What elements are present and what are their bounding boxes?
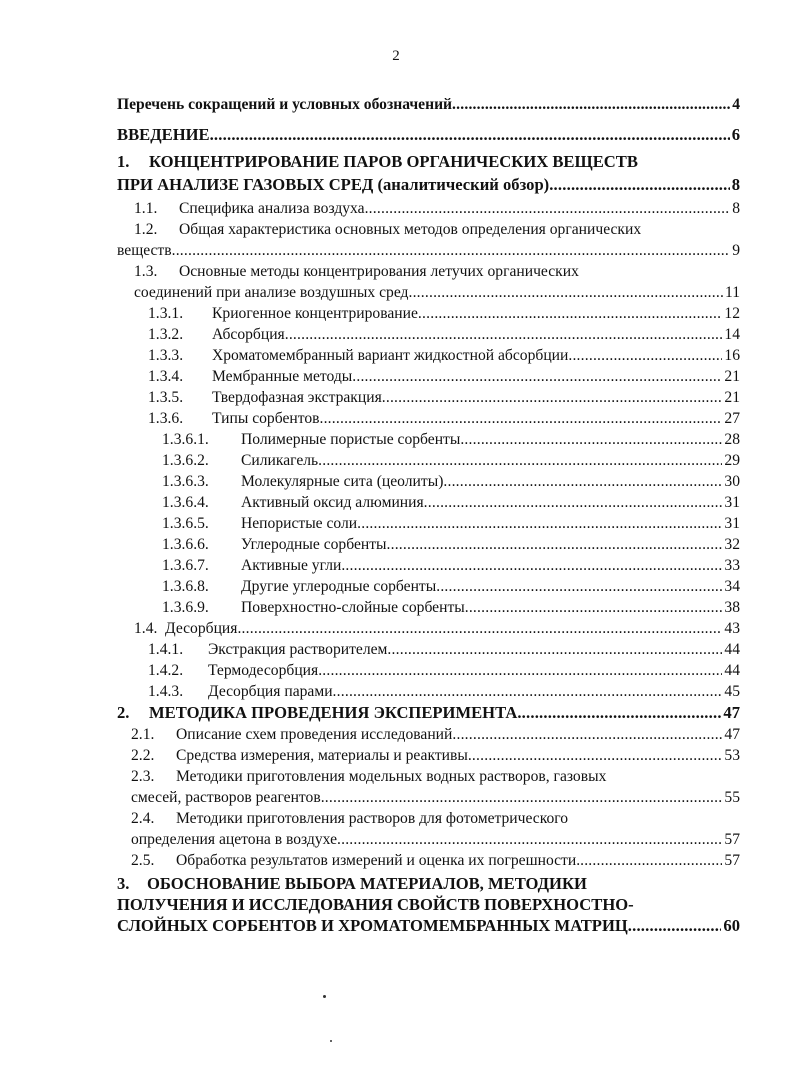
toc-entry-title: Абсорбция bbox=[212, 326, 285, 343]
page-number: 2 bbox=[392, 48, 400, 64]
toc-entry-number: 1.1. bbox=[134, 200, 158, 217]
toc-entry-title: Криогенное концентрирование bbox=[212, 305, 418, 322]
scan-speck bbox=[323, 995, 326, 998]
toc-page-number: 55 bbox=[724, 789, 740, 806]
toc-page-number: 16 bbox=[724, 347, 740, 364]
toc-page-number: 31 bbox=[724, 515, 740, 532]
toc-entry-1-3-5[interactable] bbox=[148, 388, 740, 408]
toc-entry-2-2[interactable] bbox=[131, 746, 740, 766]
toc-entry-title: Описание схем проведения исследований bbox=[176, 726, 453, 743]
toc-page-number: 47 bbox=[723, 703, 740, 722]
toc-entry-1-3-6-7[interactable] bbox=[162, 556, 740, 576]
toc-entry-1-3-2[interactable] bbox=[148, 325, 740, 345]
toc-entry-number: 1.3. bbox=[134, 263, 158, 280]
toc-page-number: 8 bbox=[732, 200, 740, 217]
toc-entry-1-3-4[interactable] bbox=[148, 367, 740, 387]
dot-leader bbox=[517, 703, 721, 723]
toc-entry-introduction[interactable] bbox=[117, 125, 740, 145]
toc-page-number: 34 bbox=[724, 578, 740, 595]
toc-entry-2-4-line-1[interactable] bbox=[131, 809, 568, 829]
toc-entry-number: 1.4. bbox=[134, 620, 158, 637]
toc-entry-title: ВВЕДЕНИЕ bbox=[117, 125, 210, 144]
toc-entry-number: 1.4.1. bbox=[148, 641, 184, 658]
toc-page-number: 44 bbox=[724, 662, 740, 679]
toc-entry-title: Общая характеристика основных методов определения органических bbox=[179, 221, 642, 238]
dot-leader bbox=[424, 493, 723, 513]
toc-entry-title: КОНЦЕНТРИРОВАНИЕ ПАРОВ ОРГАНИЧЕСКИХ ВЕЩЕСТВ bbox=[149, 152, 638, 171]
toc-entry-1-3-6-5[interactable] bbox=[162, 514, 740, 534]
dot-leader bbox=[580, 851, 722, 871]
toc-entry-1-3-6-8[interactable] bbox=[162, 577, 740, 597]
toc-page-number: 8 bbox=[731, 175, 740, 194]
toc-entry-number: 1. bbox=[117, 152, 130, 171]
toc-entry-title: Специфика анализа воздуха bbox=[179, 200, 365, 217]
dot-leader bbox=[172, 241, 731, 261]
dot-leader bbox=[568, 346, 722, 366]
dot-leader bbox=[408, 283, 723, 303]
toc-entry-1-3-6-2[interactable] bbox=[162, 451, 740, 471]
dot-leader bbox=[341, 556, 722, 576]
dot-leader bbox=[237, 619, 722, 639]
toc-entry-1-1[interactable] bbox=[134, 199, 740, 219]
toc-page-number: 57 bbox=[724, 831, 740, 848]
toc-page-number: 31 bbox=[724, 494, 740, 511]
toc-entry-title: Углеродные сорбенты bbox=[241, 536, 387, 553]
toc-page-number: 60 bbox=[723, 916, 740, 935]
toc-entry-1-4-3[interactable] bbox=[148, 682, 740, 702]
toc-entry-2-5[interactable] bbox=[131, 851, 740, 871]
toc-entry-number: 1.2. bbox=[134, 221, 158, 238]
toc-entry-1-4[interactable] bbox=[134, 619, 740, 639]
scan-speck bbox=[330, 1040, 332, 1042]
toc-entry-number: 1.3.5. bbox=[148, 389, 184, 406]
dot-leader bbox=[352, 367, 722, 387]
toc-entry-abbreviations[interactable] bbox=[117, 95, 740, 115]
toc-entry-title: Молекулярные сита (цеолиты) bbox=[241, 473, 444, 490]
toc-page-number: 6 bbox=[731, 125, 740, 144]
toc-entry-title: Экстракция растворителем bbox=[208, 641, 388, 658]
toc-entry-title: ОБОСНОВАНИЕ ВЫБОРА МАТЕРИАЛОВ, МЕТОДИКИ bbox=[147, 874, 587, 893]
dot-leader bbox=[628, 916, 722, 936]
toc-entry-number: 1.3.6.3. bbox=[162, 473, 209, 490]
toc-entry-number: 2.2. bbox=[131, 747, 155, 764]
toc-entry-title: МЕТОДИКА ПРОВЕДЕНИЯ ЭКСПЕРИМЕНТА bbox=[149, 703, 518, 722]
dot-leader bbox=[365, 199, 731, 219]
toc-entry-1-2-line-2[interactable] bbox=[117, 241, 740, 261]
dot-leader bbox=[465, 598, 723, 618]
toc-entry-title: Непористые соли bbox=[241, 515, 358, 532]
toc-entry-number: 1.3.6.6. bbox=[162, 536, 209, 553]
toc-entry-title: Мембранные методы bbox=[212, 368, 353, 385]
toc-entry-number: 1.3.6.7. bbox=[162, 557, 209, 574]
toc-entry-1-3-line-2[interactable] bbox=[134, 283, 740, 303]
toc-entry-1-3-6-9[interactable] bbox=[162, 598, 740, 618]
dot-leader bbox=[337, 830, 722, 850]
toc-chapter-3-title-line-1[interactable] bbox=[117, 874, 587, 894]
toc-entry-number: 1.4.3. bbox=[148, 683, 184, 700]
toc-entry-title: Термодесорбция bbox=[208, 662, 319, 679]
toc-entry-title: определения ацетона в воздухе bbox=[131, 831, 337, 848]
toc-entry-number: 2.4. bbox=[131, 810, 155, 827]
toc-entry-title: Хроматомембранный вариант жидкостной абсорбции bbox=[212, 347, 569, 364]
dot-leader bbox=[436, 577, 722, 597]
toc-entry-title: Типы сорбентов bbox=[212, 410, 320, 427]
toc-entry-number: 1.3.6.9. bbox=[162, 599, 209, 616]
dot-leader bbox=[318, 661, 722, 681]
toc-page-number: 11 bbox=[724, 284, 740, 301]
toc-entry-title: Полимерные пористые сорбенты bbox=[241, 431, 461, 448]
toc-page-number: 30 bbox=[724, 473, 740, 490]
toc-entry-title: Активный оксид алюминия bbox=[241, 494, 424, 511]
toc-entry-number: 2.1. bbox=[131, 726, 155, 743]
toc-entry-1-3-3[interactable] bbox=[148, 346, 740, 366]
toc-entry-1-3-6-1[interactable] bbox=[162, 430, 740, 450]
toc-entry-number: 1.3.6. bbox=[148, 410, 184, 427]
toc-entry-1-3-1[interactable] bbox=[148, 304, 740, 324]
dot-leader bbox=[210, 125, 730, 145]
toc-entry-title: Основные методы концентрирования летучих органических bbox=[179, 263, 579, 280]
dot-leader bbox=[443, 472, 722, 492]
toc-page-number: 21 bbox=[724, 389, 740, 406]
toc-entry-title: Твердофазная экстракция bbox=[212, 389, 382, 406]
toc-entry-number: 3. bbox=[117, 874, 130, 893]
toc-chapter-3-title-line-2[interactable] bbox=[117, 895, 634, 915]
toc-page-number: 33 bbox=[724, 557, 740, 574]
toc-entry-title: ПОЛУЧЕНИЯ И ИССЛЕДОВАНИЯ СВОЙСТВ ПОВЕРХНОСТНО- bbox=[117, 895, 634, 914]
toc-page-number: 47 bbox=[724, 726, 740, 743]
toc-page-number: 14 bbox=[724, 326, 740, 343]
dot-leader bbox=[549, 175, 730, 195]
toc-entry-1-3-6-3[interactable] bbox=[162, 472, 740, 492]
dot-leader bbox=[333, 682, 723, 702]
toc-page-number: 29 bbox=[724, 452, 740, 469]
dot-leader bbox=[387, 640, 722, 660]
toc-page-number: 12 bbox=[724, 305, 740, 322]
dot-leader bbox=[357, 514, 722, 534]
toc-page-number: 28 bbox=[724, 431, 740, 448]
toc-entry-1-3-line-1[interactable] bbox=[134, 262, 579, 282]
toc-chapter-1-title-line-1[interactable] bbox=[117, 152, 638, 172]
toc-page-number: 27 bbox=[724, 410, 740, 427]
dot-leader bbox=[452, 725, 722, 745]
toc-entry-title: Обработка результатов измерений и оценка их погрешности. bbox=[176, 852, 581, 869]
toc-entry-title: Методики приготовления растворов для фотометрического bbox=[176, 810, 569, 827]
toc-page-number: 44 bbox=[724, 641, 740, 658]
toc-entry-title: Десорбция bbox=[165, 620, 238, 637]
toc-entry-title: Перечень сокращений и условных обозначений bbox=[117, 96, 453, 113]
toc-entry-number: 1.3.6.1. bbox=[162, 431, 209, 448]
toc-page-number: 32 bbox=[724, 536, 740, 553]
toc-entry-2-1[interactable] bbox=[131, 725, 740, 745]
toc-entry-number: 1.3.6.8. bbox=[162, 578, 209, 595]
dot-leader bbox=[321, 788, 723, 808]
toc-entry-number: 1.3.3. bbox=[148, 347, 184, 364]
toc-entry-1-3-6-6[interactable] bbox=[162, 535, 740, 555]
toc-page-number: 21 bbox=[724, 368, 740, 385]
toc-entry-number: 1.3.6.4. bbox=[162, 494, 209, 511]
toc-entry-2-3-line-1[interactable] bbox=[131, 767, 606, 787]
toc-entry-title: веществ bbox=[117, 242, 172, 259]
toc-entry-title: Активные угли bbox=[241, 557, 342, 574]
dot-leader bbox=[468, 746, 723, 766]
dot-leader bbox=[452, 95, 730, 115]
toc-entry-number: 2.5. bbox=[131, 852, 155, 869]
toc-page-number: 43 bbox=[724, 620, 740, 637]
toc-entry-1-2-line-1[interactable] bbox=[134, 220, 641, 240]
toc-page-number: 53 bbox=[724, 747, 740, 764]
toc-entry-number: 1.4.2. bbox=[148, 662, 184, 679]
toc-entry-number: 1.3.2. bbox=[148, 326, 184, 343]
dot-leader bbox=[460, 430, 722, 450]
toc-chapter-2[interactable] bbox=[117, 703, 740, 723]
toc-entry-title: смесей, растворов реагентов bbox=[131, 789, 321, 806]
toc-chapter-3-title-line-3[interactable] bbox=[117, 916, 740, 936]
toc-entry-1-4-2[interactable] bbox=[148, 661, 740, 681]
toc-entry-number: 2.3. bbox=[131, 768, 155, 785]
dot-leader bbox=[318, 451, 722, 471]
toc-entry-number: 1.3.6.5. bbox=[162, 515, 209, 532]
toc-entry-1-3-6[interactable] bbox=[148, 409, 740, 429]
toc-entry-title: Средства измерения, материалы и реактивы bbox=[176, 747, 468, 764]
toc-entry-title: соединений при анализе воздушных сред bbox=[134, 284, 409, 301]
toc-page-number: 57 bbox=[724, 852, 740, 869]
dot-leader bbox=[319, 409, 722, 429]
toc-entry-2-4-line-2[interactable] bbox=[131, 830, 740, 850]
toc-entry-1-3-6-4[interactable] bbox=[162, 493, 740, 513]
toc-chapter-1-title-line-2[interactable] bbox=[117, 175, 740, 195]
dot-leader bbox=[418, 304, 722, 324]
toc-page-number: 4 bbox=[732, 96, 740, 113]
toc-entry-1-4-1[interactable] bbox=[148, 640, 740, 660]
toc-entry-title: Методики приготовления модельных водных растворов, газовых bbox=[176, 768, 607, 785]
toc-entry-title: Силикагель bbox=[241, 452, 319, 469]
toc-entry-title: Десорбция парами bbox=[208, 683, 333, 700]
toc-entry-title: Другие углеродные сорбенты bbox=[241, 578, 437, 595]
toc-entry-title: Поверхностно-слойные сорбенты bbox=[241, 599, 465, 616]
dot-leader bbox=[387, 535, 723, 555]
toc-page-number: 9 bbox=[732, 242, 740, 259]
dot-leader bbox=[285, 325, 723, 345]
dot-leader bbox=[382, 388, 723, 408]
toc-entry-number: 1.3.4. bbox=[148, 368, 184, 385]
toc-entry-title: ПРИ АНАЛИЗЕ ГАЗОВЫХ СРЕД (аналитический обзор) bbox=[117, 175, 550, 194]
toc-page-number: 38 bbox=[724, 599, 740, 616]
toc-entry-number: 1.3.1. bbox=[148, 305, 184, 322]
toc-entry-number: 1.3.6.2. bbox=[162, 452, 209, 469]
toc-page-number: 45 bbox=[724, 683, 740, 700]
toc-entry-title: СЛОЙНЫХ СОРБЕНТОВ И ХРОМАТОМЕМБРАННЫХ МАТРИЦ bbox=[117, 916, 628, 935]
toc-entry-number: 2. bbox=[117, 703, 130, 722]
toc-entry-2-3-line-2[interactable] bbox=[131, 788, 740, 808]
